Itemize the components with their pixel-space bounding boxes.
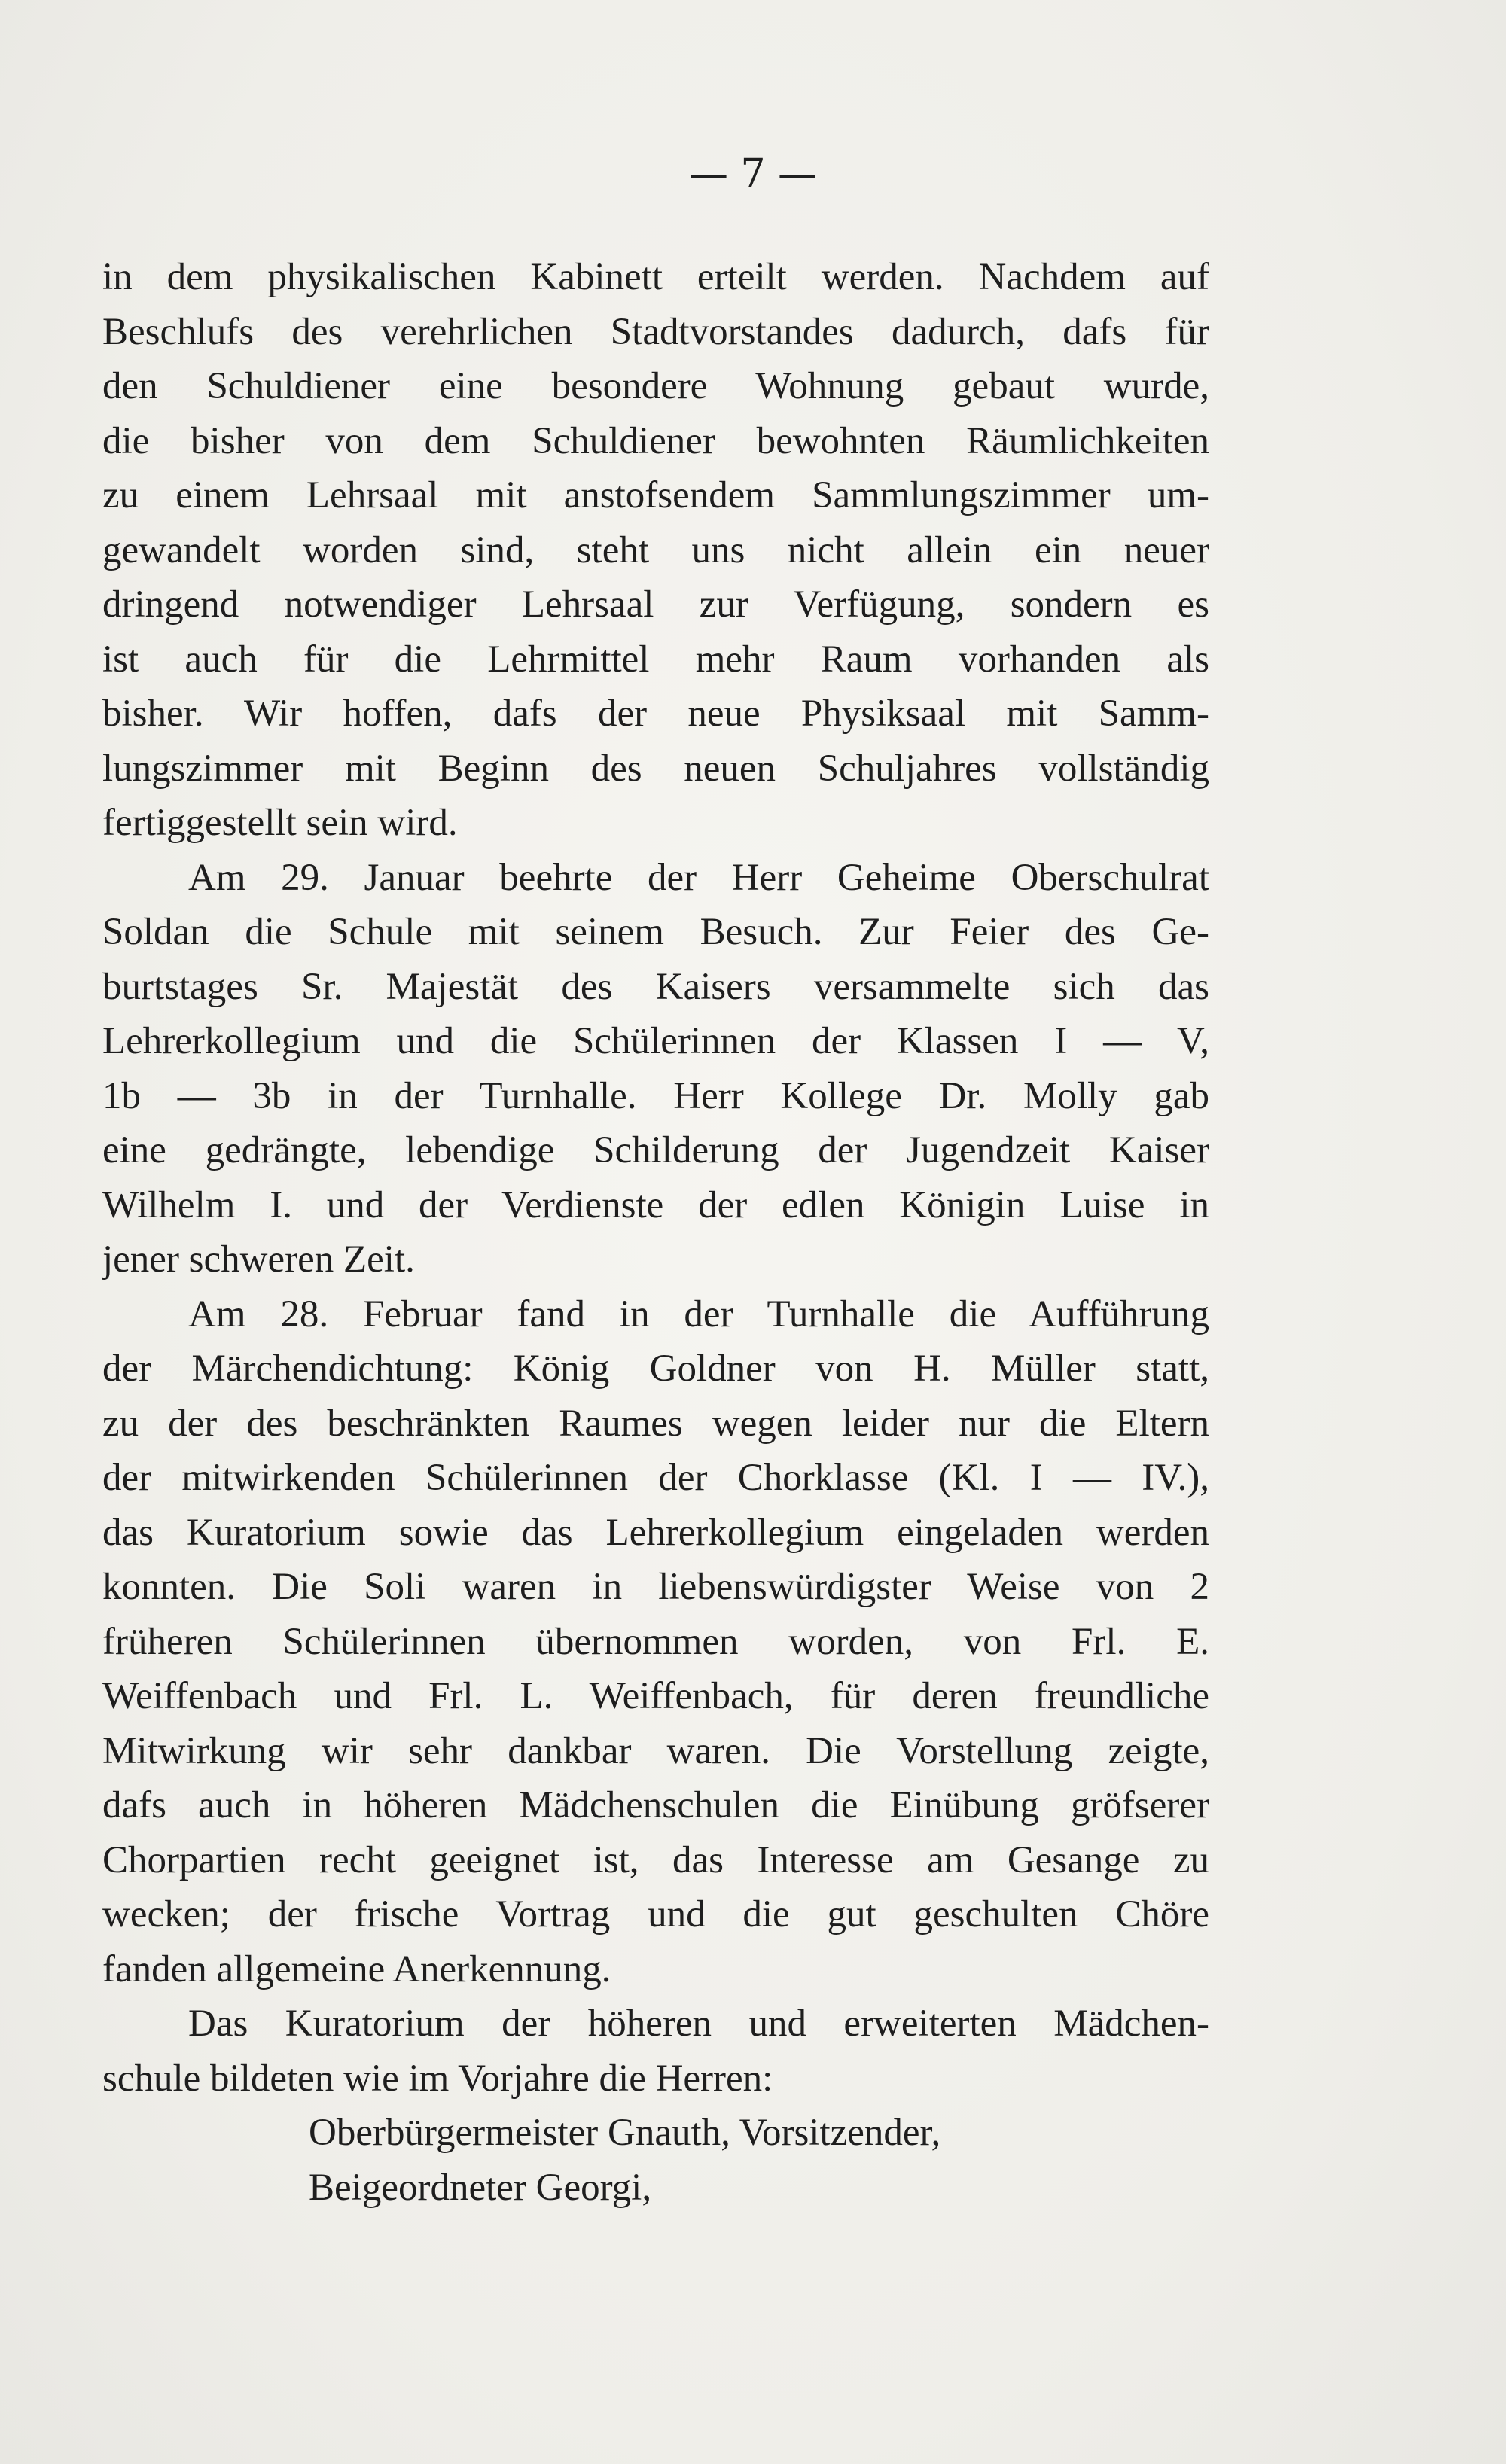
text-line: Weiffenbach und Frl. L. Weiffenbach, für deren freundliche — [102, 1675, 1209, 1717]
text-line: dringend notwendiger Lehrsaal zur Verfügung, sondern es — [102, 583, 1209, 626]
text-line: zu einem Lehrsaal mit anstofsendem Sammlungszimmer um- — [102, 474, 1209, 516]
text-line: 1b — 3b in der Turnhalle. Herr Kollege Dr. Molly gab — [102, 1074, 1209, 1117]
text-line: ist auch für die Lehrmittel mehr Raum vorhanden als — [102, 638, 1209, 681]
paragraph-start-line: Am 28. Februar fand in der Turnhalle die Aufführung — [188, 1293, 1209, 1336]
page-number: — 7 — — [688, 151, 818, 196]
list-line: Oberbürgermeister Gnauth, Vorsitzender, — [309, 2112, 941, 2154]
text-line: jener schweren Zeit. — [102, 1238, 415, 1281]
text-line: dafs auch in höheren Mädchenschulen die Einübung gröfserer — [102, 1784, 1209, 1826]
text-line: schule bildeten wie im Vorjahre die Herren: — [102, 2057, 773, 2100]
list-line: Beigeordneter Georgi, — [309, 2166, 652, 2209]
text-line: Mitwirkung wir sehr dankbar waren. Die Vorstellung zeigte, — [102, 1729, 1209, 1772]
text-line: Wilhelm I. und der Verdienste der edlen Königin Luise in — [102, 1183, 1209, 1226]
text-line: Chorpartien recht geeignet ist, das Interesse am Gesange zu — [102, 1838, 1209, 1881]
text-line: der mitwirkenden Schülerinnen der Chorklasse (Kl. I — IV.), — [102, 1457, 1209, 1499]
paragraph-start-line: Das Kuratorium der höheren und erweiterten Mädchen- — [188, 2003, 1209, 2045]
text-line: früheren Schülerinnen übernommen worden, von Frl. E. — [102, 1620, 1209, 1663]
text-line: Lehrerkollegium und die Schülerinnen der Klassen I — V, — [102, 1020, 1209, 1062]
text-line: wecken; der frische Vortrag und die gut geschulten Chöre — [102, 1893, 1209, 1936]
text-line: den Schuldiener eine besondere Wohnung gebaut wurde, — [102, 365, 1209, 407]
text-line: lungszimmer mit Beginn des neuen Schuljahres vollständig — [102, 747, 1209, 790]
text-line: fertiggestellt sein wird. — [102, 802, 458, 844]
text-line: burtstages Sr. Majestät des Kaisers versammelte sich das — [102, 965, 1209, 1008]
text-line: Beschlufs des verehrlichen Stadtvorstandes dadurch, dafs für — [102, 310, 1209, 353]
text-line: bisher. Wir hoffen, dafs der neue Physiksaal mit Samm- — [102, 693, 1209, 735]
text-line: gewandelt worden sind, steht uns nicht allein ein neuer — [102, 528, 1209, 571]
body-text — [102, 250, 1209, 2215]
text-line: das Kuratorium sowie das Lehrerkollegium eingeladen werden — [102, 1511, 1209, 1554]
text-line: konnten. Die Soli waren in liebenswürdigster Weise von 2 — [102, 1566, 1209, 1608]
text-line: in dem physikalischen Kabinett erteilt werden. Nachdem auf — [102, 256, 1209, 298]
text-line: der Märchendichtung: König Goldner von H. Müller statt, — [102, 1348, 1209, 1390]
text-line: die bisher von dem Schuldiener bewohnten Räumlichkeiten — [102, 419, 1209, 462]
paragraph-start-line: Am 29. Januar beehrte der Herr Geheime Oberschulrat — [188, 856, 1209, 899]
text-line: fanden allgemeine Anerkennung. — [102, 1948, 611, 1990]
text-line: Soldan die Schule mit seinem Besuch. Zur Feier des Ge- — [102, 911, 1209, 953]
text-line: eine gedrängte, lebendige Schilderung der Jugendzeit Kaiser — [102, 1129, 1209, 1171]
text-line: zu der des beschränkten Raumes wegen leider nur die Eltern — [102, 1402, 1209, 1445]
